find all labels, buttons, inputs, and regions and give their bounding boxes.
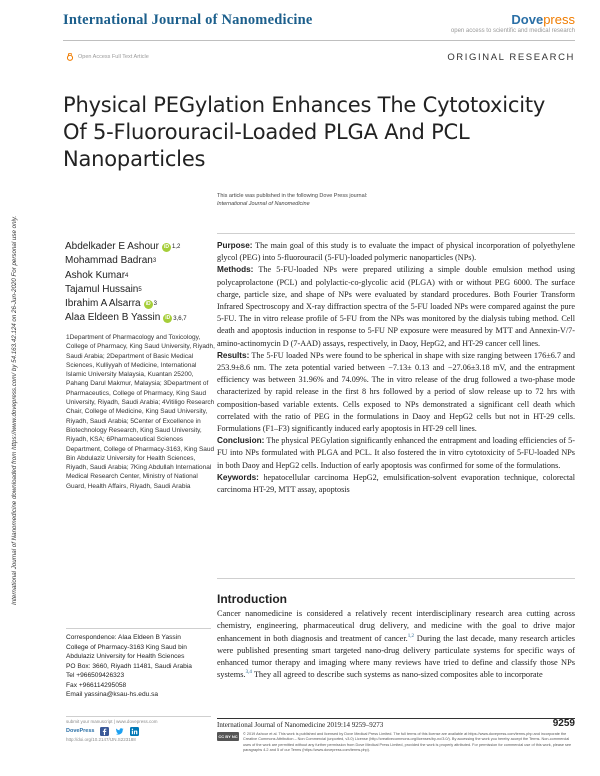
- methods-text: The 5-FU-loaded NPs were prepared utilizing a simple double emulsion method using polycaprolactone (PCL) and polylactic-co-glycolic acid (PLGA) with or without PEG 6000. The surface charge, particle size, and shape of NPs were evaluated by standard procedures. Both Fourier Transform Infrared Spectroscopy and X-ray diffraction spectra of the 5-FU loaded NPs were compared against the pure 5-FU. The in vitro release profile of 5-FU from the NPs was monitored by the dialysis tubing method. Cell death and apoptosis induction in response to 5-FU NP exposure were measured by MTT and Annexin-V/7-amino-actinomycin D (7-AAD) assays, respectively, in Daoy, HepG2, and HT-29 cancer cell lines.: [217, 265, 576, 348]
- dovepress-logo[interactable]: [451, 12, 575, 34]
- twitter-icon[interactable]: [115, 727, 124, 736]
- author-item[interactable]: Tajamul Hussain 5: [65, 283, 215, 297]
- corr-name: Correspondence: Alaa Eldeen B Yassin: [66, 634, 181, 641]
- article-type: ORIGINAL RESEARCH: [447, 52, 575, 63]
- results-label: Results:: [217, 350, 250, 360]
- author-item[interactable]: Alaa Eldeen B Yassin iD 3,6,7: [65, 311, 215, 325]
- author-item[interactable]: Mohammad Badran 3: [65, 254, 215, 268]
- author-name: Mohammad Badran: [65, 255, 153, 267]
- corr-email[interactable]: Email yassina@ksau-hs.edu.sa: [66, 691, 159, 698]
- facebook-icon[interactable]: [100, 727, 109, 736]
- license-text: © 2019 Ashour et al. This work is published and licensed by Dove Medical Press Limited. The full terms of this license are available at https://www.dovepress.com/terms.php and incorporate the Creative Commons Attribution – Non Commercial (unported, v3.0) License (http://creativecommons.org/licenses/by-nc/3.0/). By accessing the work you hereby accept the Terms. Non-commercial uses of the work are permitted without any further permission from Dove Medical Press Limited, provided the work is properly attributed. For permission for commercial use of this work, please see paragraphs 4.2 and 5 of our Terms (https://www.dovepress.com/terms.php).: [243, 732, 572, 753]
- abstract-methods: [217, 264, 575, 349]
- corr-tel: Tel +966509426323: [66, 672, 125, 679]
- open-access-icon: [66, 53, 74, 61]
- citation-ref[interactable]: 1,2: [407, 633, 415, 639]
- journal-name[interactable]: International Journal of Nanomedicine: [63, 12, 313, 28]
- logo-main: Dove: [511, 12, 544, 27]
- linkedin-icon[interactable]: [130, 727, 139, 736]
- logo-tagline: open access to scientific and medical research: [450, 28, 575, 34]
- header-divider: [63, 40, 575, 41]
- author-name: Abdelkader E Ashour: [65, 241, 159, 252]
- purpose-text: The main goal of this study is to evaluate the impact of physical incorporation of polyethylene glycol (PEG) into 5-fluorouracil (5-FU)-loaded polymeric nanoparticles (NPs).: [217, 241, 575, 263]
- introduction-body: [217, 608, 575, 682]
- correspondence-block: [66, 633, 216, 700]
- footer-right-rule: [217, 718, 575, 719]
- correspondence-rule: [66, 628, 211, 629]
- abstract-conclusion: [217, 435, 575, 472]
- doi-link[interactable]: http://doi.org/10.2147/IJN.S223188: [66, 737, 136, 742]
- author-item[interactable]: Abdelkader E Ashour iD 1,2: [65, 240, 215, 254]
- footer-citation: International Journal of Nanomedicine 2019:14 9259–9273: [217, 721, 384, 729]
- abstract-purpose: [217, 240, 575, 264]
- social-links: [66, 727, 206, 736]
- section-heading-introduction: Introduction: [217, 592, 287, 606]
- abstract-keywords: [217, 472, 575, 496]
- abstract-top-rule: [217, 233, 575, 234]
- corr-institution: College of Pharmacy-3163 King Saud bin Abdulaziz University for Health Sciences: [66, 643, 187, 660]
- orcid-icon[interactable]: iD: [163, 243, 169, 250]
- author-name: Tajamul Hussain: [65, 283, 139, 295]
- publication-note: [217, 192, 367, 208]
- author-name: Ibrahim A Alsarra: [65, 298, 141, 310]
- cc-license-badge[interactable]: CC BY NC: [218, 734, 238, 739]
- results-text: The 5-FU loaded NPs were found to be spherical in shape with size ranging between 176±6.7 and 253.9±8.6 nm. The zeta potential varied between −7.13± 0.13 and −27.06±3.18 mV, and the entrapment efficiency was between 31.96% and 74.09%. The in vitro release of the drug followed a two-phase mode characterized by rapid release in the first 8 hrs followed by a period of slow release up to 72 hrs with composition-based variable extents. Cells exposed to NPs demonstrated a significant cell death which correlated with the ratio of PEG in the formulations in Daoy and HepG2 cells but not in HT-29 cells. Formulations (F1–F3) significantly induced early apoptosis in HT-29 cell lines.: [217, 350, 575, 434]
- keywords-text: hepatocellular carcinoma HepG2, emulsification-solvent evaporation technique, colorectal carcinoma HT-29, MTT assay, apoptosis: [217, 472, 576, 495]
- open-access-badge: [66, 53, 149, 61]
- article-title: Physical PEGylation Enhances The Cytotoxicity Of 5-Fluorouracil-Loaded PLGA And PCL Nanoparticles: [63, 93, 546, 171]
- author-name: Alaa Eldeen B Yassin: [65, 312, 161, 324]
- purpose-label: Purpose:: [217, 241, 253, 250]
- submit-link[interactable]: submit your manuscript | www.dovepress.com: [66, 719, 158, 724]
- citation-ref[interactable]: 3,4: [245, 670, 252, 676]
- keywords-label: Keywords:: [217, 472, 259, 482]
- corr-fax: Fax +966114295058: [66, 681, 127, 689]
- orcid-icon[interactable]: iD: [145, 300, 151, 307]
- author-name: Ashok Kumar: [65, 269, 126, 281]
- intro-sentence: During the last decade, many research articles were published presenting smart targeted nano-drug delivery particulate systems for specific ways of enhanced tumor therapy and imaging where many reviews have tried to define and classify those NPs systems.: [217, 633, 575, 680]
- affiliations: 1Department of Pharmacology and Toxicology, College of Pharmacy, King Saud University, Riyadh, Saudi Arabia; 2Department of Basic Medical Sciences, Kulliyyah of Medicine, International Islamic University Malaysia, Kuantan 25200, Pahang Darul Makmur, Malaysia; 3Department of Pharmaceutics, College of Pharmacy, King Saud University, Riyadh, Saudi Arabia; 4Vitiligo Research Chair, College of Medicine, King Saud University, Riyadh, Saudi Arabia; 5Center of Excellence in Biotechnology Research, King Saud University, Riyadh, KSA; 6Pharmaceutical Sciences Department, College of Pharmacy-3163, King Saud Bin Abdulaziz University for Health Sciences, Riyadh, Saudi Arabia; 7King Abdullah International Medical Research Center, Ministry of National Guard, Health Affairs, Riyadh, Saudi Arabia: [66, 334, 215, 490]
- conclusion-text: The physical PEGylation significantly enhanced the entrapment and loading efficiencies of 5-FU into NPs formulated with PLGA and PCL. It also fostered the in vitro cytotoxicity of 5-FU-loaded NPs in both Daoy and HepG2 cells. Induction of early apoptosis was confirmed for some of the formulations.: [217, 436, 575, 470]
- abstract-bottom-rule: [217, 578, 575, 579]
- author-item[interactable]: Ibrahim A Alsarra iD 3: [65, 297, 215, 311]
- methods-label: Methods:: [217, 265, 254, 275]
- footer-left: [66, 718, 206, 743]
- page-number: 9259: [552, 718, 575, 729]
- author-list: [65, 240, 215, 326]
- pub-note-journal: International Journal of Nanomedicine: [217, 201, 310, 207]
- license-block: [217, 732, 575, 754]
- orcid-icon[interactable]: iD: [165, 315, 171, 322]
- footer-left-rule: [66, 716, 211, 717]
- open-access-text: Open Access Full Text Article: [78, 54, 149, 60]
- abstract-results: [217, 350, 575, 435]
- dovepress-mini-logo[interactable]: DovePress: [66, 728, 95, 734]
- intro-sentence: Cancer nanomedicine is considered a relatively recent interdisciplinary research area cutting across chemistry, engineering, pharmaceutical drug delivery, and medicine with the goal to drive major enhancement in both diagnosis and treatment of cancer.: [217, 609, 575, 643]
- download-watermark: International Journal of Nanomedicine downloaded from https://www.dovepress.com/ by 54.163.42.124 on 26-Jun-2020 For personal use only.: [11, 215, 18, 605]
- corr-address: PO Box: 3660, Riyadh 11481, Saudi Arabia: [66, 662, 192, 670]
- intro-sentence: They all agreed to describe such systems as nano-sized composites able to incorporate: [251, 670, 543, 680]
- conclusion-label: Conclusion:: [217, 436, 265, 446]
- logo-suffix: press: [543, 12, 575, 27]
- author-item[interactable]: Ashok Kumar 4: [65, 269, 215, 283]
- abstract: [217, 240, 575, 496]
- pub-note-line1: This article was published in the following Dove Press journal:: [217, 193, 368, 199]
